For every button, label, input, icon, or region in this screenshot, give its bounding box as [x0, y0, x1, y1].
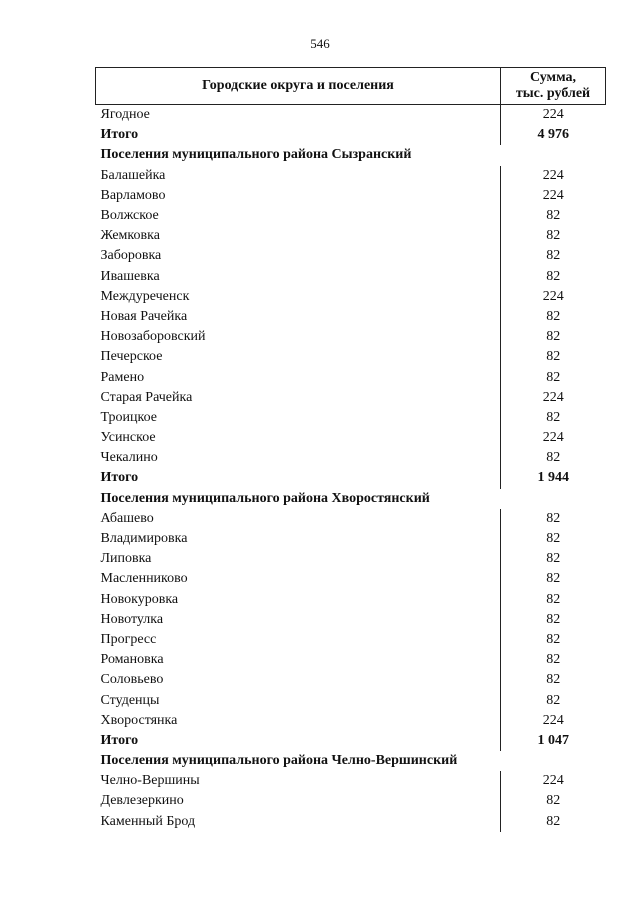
- column-header-sum: Сумма, тыс. рублей: [501, 68, 606, 105]
- settlement-name: Новая Рачейка: [100, 308, 188, 324]
- total-value: 4 976: [501, 125, 606, 145]
- table-row: [96, 267, 606, 287]
- page-number: 546: [310, 36, 330, 51]
- table-row: [96, 569, 606, 589]
- total-row: [96, 468, 606, 488]
- group-heading: Поселения муниципального района Сызранский: [100, 147, 412, 163]
- table-row: [96, 408, 606, 428]
- table-row: [96, 287, 606, 307]
- sum-value: 82: [501, 307, 606, 327]
- sum-value: 82: [501, 549, 606, 569]
- settlement-name: Чекалино: [100, 450, 158, 466]
- table-row: [96, 610, 606, 630]
- settlement-name: Новозаборовский: [100, 329, 206, 345]
- sum-value: 224: [501, 711, 606, 731]
- column-header-name: Городские округа и поселения: [96, 68, 501, 105]
- settlement-name: Студенцы: [100, 692, 160, 708]
- settlement-name: Варламово: [100, 187, 166, 203]
- sum-value: 82: [501, 812, 606, 832]
- settlement-name: Челно-Вершины: [100, 773, 200, 789]
- settlement-name: Заборовка: [100, 248, 162, 264]
- budget-table: [95, 67, 606, 832]
- settlement-name: Ивашевка: [100, 268, 160, 284]
- sum-value: 82: [501, 509, 606, 529]
- table-row: [96, 448, 606, 468]
- settlement-name: Ягодное: [100, 107, 150, 123]
- settlement-name: Абашево: [100, 510, 154, 526]
- table-row: [96, 650, 606, 670]
- total-row: [96, 731, 606, 751]
- table-row: [96, 509, 606, 529]
- settlement-name: Жемковка: [100, 228, 160, 244]
- settlement-name: Усинское: [100, 430, 156, 446]
- table-row: [96, 226, 606, 246]
- sum-value: 82: [501, 367, 606, 387]
- sum-value: 224: [501, 105, 606, 126]
- table-header: [96, 68, 606, 105]
- table-row: [96, 711, 606, 731]
- settlement-name: Балашейка: [100, 167, 166, 183]
- table-row: [96, 771, 606, 791]
- settlement-name: Липовка: [100, 551, 152, 567]
- table-row: [96, 246, 606, 266]
- settlement-name: Соловьево: [100, 672, 164, 688]
- settlement-name: Печерское: [100, 349, 163, 365]
- table-row: [96, 428, 606, 448]
- group-heading: Поселения муниципального района Челно-Вершинский: [100, 753, 458, 769]
- total-value: 1 944: [501, 468, 606, 488]
- table-row: [96, 590, 606, 610]
- table-row: [96, 367, 606, 387]
- sum-value: 224: [501, 388, 606, 408]
- sum-value: [501, 489, 606, 509]
- settlement-name: Романовка: [100, 652, 164, 668]
- sum-value: 82: [501, 610, 606, 630]
- sum-value: 82: [501, 267, 606, 287]
- table-row: [96, 105, 606, 126]
- sum-value: [501, 751, 606, 771]
- sum-value: 82: [501, 590, 606, 610]
- table-row: [96, 690, 606, 710]
- sum-value: 82: [501, 408, 606, 428]
- settlement-name: Прогресс: [100, 631, 157, 647]
- settlement-name: Новотулка: [100, 611, 164, 627]
- table-row: [96, 529, 606, 549]
- total-label: Итого: [100, 127, 139, 143]
- table-row: [96, 812, 606, 832]
- table-row: [96, 307, 606, 327]
- sum-value: 82: [501, 630, 606, 650]
- group-heading-row: [96, 145, 606, 165]
- sum-value: 82: [501, 206, 606, 226]
- table-row: [96, 630, 606, 650]
- table-row: [96, 166, 606, 186]
- sum-value: 82: [501, 650, 606, 670]
- total-row: [96, 125, 606, 145]
- sum-value: [501, 145, 606, 165]
- table-row: [96, 791, 606, 811]
- group-heading-row: [96, 751, 606, 771]
- total-label: Итого: [100, 470, 139, 486]
- table-body: [96, 105, 606, 832]
- settlement-name: Троицкое: [100, 409, 157, 425]
- settlement-name: Рамено: [100, 369, 145, 385]
- sum-value: 82: [501, 569, 606, 589]
- group-heading: Поселения муниципального района Хворостянский: [100, 490, 430, 506]
- sum-value: 82: [501, 670, 606, 690]
- total-value: 1 047: [501, 731, 606, 751]
- settlement-name: Волжское: [100, 208, 159, 224]
- table-row: [96, 327, 606, 347]
- table-row: [96, 388, 606, 408]
- sum-value: 82: [501, 791, 606, 811]
- header-row: [96, 68, 606, 105]
- table-row: [96, 549, 606, 569]
- table-row: [96, 670, 606, 690]
- sum-value: 224: [501, 428, 606, 448]
- settlement-name: Новокуровка: [100, 591, 179, 607]
- settlement-name: Владимировка: [100, 531, 188, 547]
- sum-value: 82: [501, 690, 606, 710]
- total-label: Итого: [100, 732, 139, 748]
- sum-value: 224: [501, 166, 606, 186]
- settlement-name: Масленниково: [100, 571, 188, 587]
- sum-value: 224: [501, 771, 606, 791]
- sum-value: 82: [501, 327, 606, 347]
- settlement-name: Хворостянка: [100, 712, 178, 728]
- table-row: [96, 347, 606, 367]
- settlement-name: Каменный Брод: [100, 813, 196, 829]
- sum-value: 82: [501, 246, 606, 266]
- settlement-name: Старая Рачейка: [100, 389, 193, 405]
- table-row: [96, 186, 606, 206]
- sum-value: 82: [501, 448, 606, 468]
- sum-value: 224: [501, 186, 606, 206]
- sum-value: 82: [501, 529, 606, 549]
- settlement-name: Девлезеркино: [100, 793, 184, 809]
- sum-value: 82: [501, 347, 606, 367]
- settlement-name: Междуреченск: [100, 288, 190, 304]
- table-row: [96, 206, 606, 226]
- sum-value: 224: [501, 287, 606, 307]
- sum-value: 82: [501, 226, 606, 246]
- group-heading-row: [96, 489, 606, 509]
